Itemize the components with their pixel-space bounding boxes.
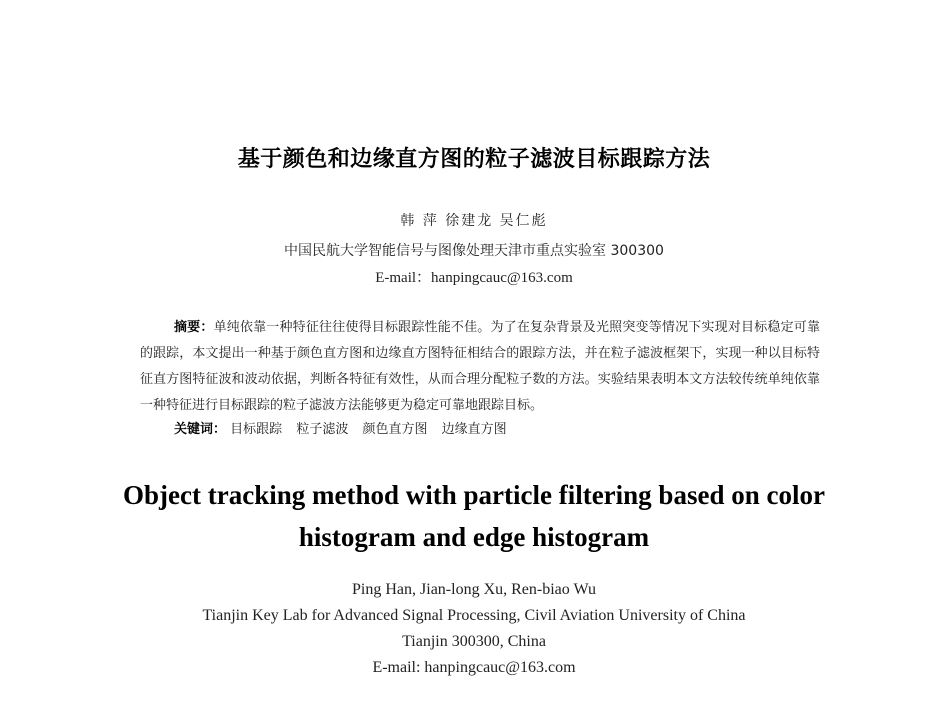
- chinese-title: 基于颜色和边缘直方图的粒子滤波目标跟踪方法: [237, 147, 711, 172]
- english-email: E-mail: hanpingcauc@163.com: [372, 659, 576, 676]
- chinese-keywords: [174, 418, 824, 437]
- abstract-text: 单纯依靠一种特征往往使得目标跟踪性能不佳。为了在复杂背景及光照突变等情况下实现对目标稳定可靠的跟踪，本文提出一种基于颜色直方图和边缘直方图特征相结合的跟踪方法，并在粒子滤波框架下，实现一种以目标特征直方图特征波和波动依据，判断各特征有效性，从而合理分配粒子数的方法。实验结果表明本文方法较传统单纯依靠一种特征进行目标跟踪的粒子滤波方法能够更为稳定可靠地跟踪目标。: [140, 320, 820, 413]
- chinese-email: E-mail：hanpingcauc@163.com: [375, 270, 573, 286]
- keyword-item: 颜色直方图: [362, 422, 428, 437]
- chinese-authors: 韩 萍 徐建龙 吴仁彪: [400, 213, 548, 229]
- keyword-item: 目标跟踪: [230, 422, 283, 437]
- chinese-affiliation: 中国民航大学智能信号与图像处理天津市重点实验室 300300: [284, 243, 664, 259]
- english-title: [0, 474, 948, 558]
- english-city: Tianjin 300300, China: [402, 633, 546, 650]
- keyword-item: 粒子滤波: [296, 422, 349, 437]
- keywords-label: 关键词：: [174, 422, 227, 437]
- chinese-abstract: [140, 315, 820, 419]
- english-title-line-2: histogram and edge histogram: [298, 522, 650, 552]
- abstract-label: 摘要：: [174, 320, 214, 335]
- english-affiliation: Tianjin Key Lab for Advanced Signal Processing, Civil Aviation University of China: [202, 607, 746, 624]
- keyword-item: 边缘直方图: [441, 422, 507, 437]
- english-authors: Ping Han, Jian-long Xu, Ren-biao Wu: [352, 581, 596, 598]
- english-title-line-1: Object tracking method with particle filtering based on color: [123, 480, 825, 510]
